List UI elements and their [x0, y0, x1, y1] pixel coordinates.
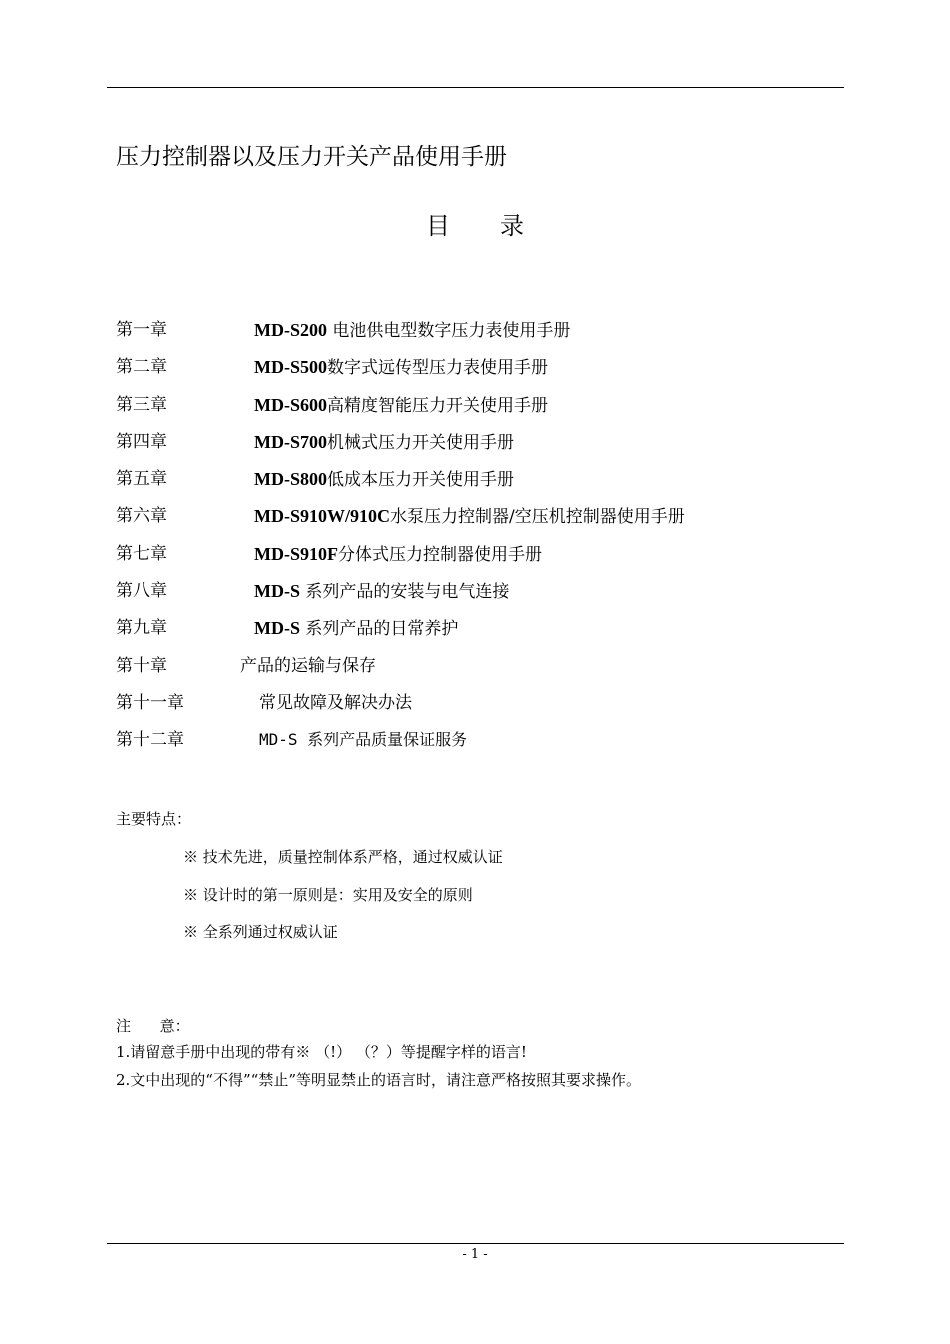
- toc-entry[interactable]: [116, 353, 836, 390]
- toc-chapter: 第六章: [116, 506, 167, 527]
- toc-text: 高精度智能压力开关使用手册: [327, 395, 548, 416]
- toc-title: [259, 726, 467, 754]
- toc-chapter: 第七章: [116, 543, 167, 564]
- toc-title: [259, 689, 412, 717]
- toc-entry[interactable]: [116, 391, 836, 428]
- toc-entry[interactable]: [116, 428, 836, 465]
- feature-item: ※ 全系列通过权威认证: [183, 923, 338, 941]
- notice-line: 1.请留意手册中出现的带有※ （!） （？）等提醒字样的语言!: [116, 1043, 527, 1061]
- toc-model: MD-S910F: [254, 543, 338, 564]
- toc-model: MD-S700: [254, 431, 327, 452]
- toc-text: 数字式远传型压力表使用手册: [327, 358, 548, 379]
- toc-text: 系列产品的日常养护: [305, 619, 459, 640]
- toc-entry[interactable]: [116, 652, 836, 689]
- toc-text: 分体式压力控制器使用手册: [338, 544, 542, 565]
- toc-chapter: 第四章: [116, 431, 167, 452]
- toc-text: 低成本压力开关使用手册: [327, 470, 514, 491]
- toc-entry[interactable]: [116, 465, 836, 502]
- toc-entry[interactable]: [116, 726, 836, 763]
- toc-title: [240, 652, 376, 680]
- page-number: - 1 -: [462, 1247, 488, 1262]
- header-rule: [107, 87, 844, 88]
- toc-heading: [0, 206, 950, 241]
- toc-title: [254, 577, 509, 606]
- feature-item: ※ 技术先进，质量控制体系严格，通过权威认证: [183, 848, 503, 866]
- document-title: 压力控制器以及压力开关产品使用手册: [116, 144, 507, 170]
- toc-model: MD-S800: [254, 469, 327, 490]
- toc-title: [254, 391, 548, 420]
- footer-rule: [107, 1243, 844, 1244]
- toc-model: MD-S500: [254, 357, 327, 378]
- toc-text: 系列产品的安装与电气连接: [305, 582, 510, 603]
- toc-title: [254, 353, 548, 382]
- toc-entry[interactable]: [116, 316, 836, 353]
- toc-title: [254, 502, 685, 531]
- toc-text: 电池供电型数字压力表使用手册: [327, 321, 571, 341]
- toc-heading-left: 目: [426, 212, 450, 240]
- feature-item: ※ 设计时的第一原则是：实用及安全的原则: [183, 885, 473, 904]
- toc-chapter: 第二章: [116, 357, 167, 378]
- toc-model: MD-S: [254, 618, 300, 639]
- toc-entry[interactable]: [116, 540, 836, 577]
- features-heading: 主要特点：: [116, 810, 192, 828]
- toc-chapter: 第一章: [116, 320, 167, 340]
- toc-entry[interactable]: [116, 614, 836, 651]
- toc-title: [254, 316, 570, 345]
- toc-entry[interactable]: [116, 577, 836, 614]
- toc-chapter: 第五章: [116, 469, 167, 490]
- toc-title: [254, 465, 514, 494]
- notice-line: 2.文中出现的“不得”“禁止”等明显禁止的语言时，请注意严格按照其要求操作。: [116, 1071, 641, 1089]
- toc-chapter: 第十二章: [116, 730, 184, 751]
- toc-title: [254, 614, 458, 643]
- toc-chapter: 第十一章: [116, 692, 184, 713]
- toc-model: MD-S: [254, 581, 300, 602]
- toc-text: 产品的运输与保存: [240, 655, 376, 676]
- toc-text: 水泵压力控制器/空压机控制器使用手册: [390, 507, 685, 528]
- toc-heading-right: 录: [500, 212, 524, 240]
- toc-chapter: 第九章: [116, 618, 167, 639]
- toc-model: MD-S910W/910C: [254, 506, 390, 527]
- toc-chapter: 第八章: [116, 581, 167, 602]
- features-list: [183, 845, 503, 958]
- notice-list: [116, 1041, 641, 1097]
- toc-text: MD-S 系列产品质量保证服务: [259, 730, 468, 750]
- toc-title: [254, 540, 542, 569]
- toc-model: MD-S600: [254, 394, 327, 415]
- toc-title: [254, 428, 514, 457]
- toc-entry[interactable]: [116, 502, 836, 539]
- toc-chapter: 第三章: [116, 394, 167, 415]
- toc-chapter: 第十章: [116, 655, 167, 676]
- toc-text: 机械式压力开关使用手册: [327, 432, 514, 453]
- toc-model: MD-S200: [254, 320, 327, 340]
- notice-heading: 注 意：: [116, 1017, 190, 1035]
- table-of-contents: [116, 316, 836, 764]
- toc-text: 常见故障及解决办法: [259, 692, 412, 713]
- toc-entry[interactable]: [116, 689, 836, 726]
